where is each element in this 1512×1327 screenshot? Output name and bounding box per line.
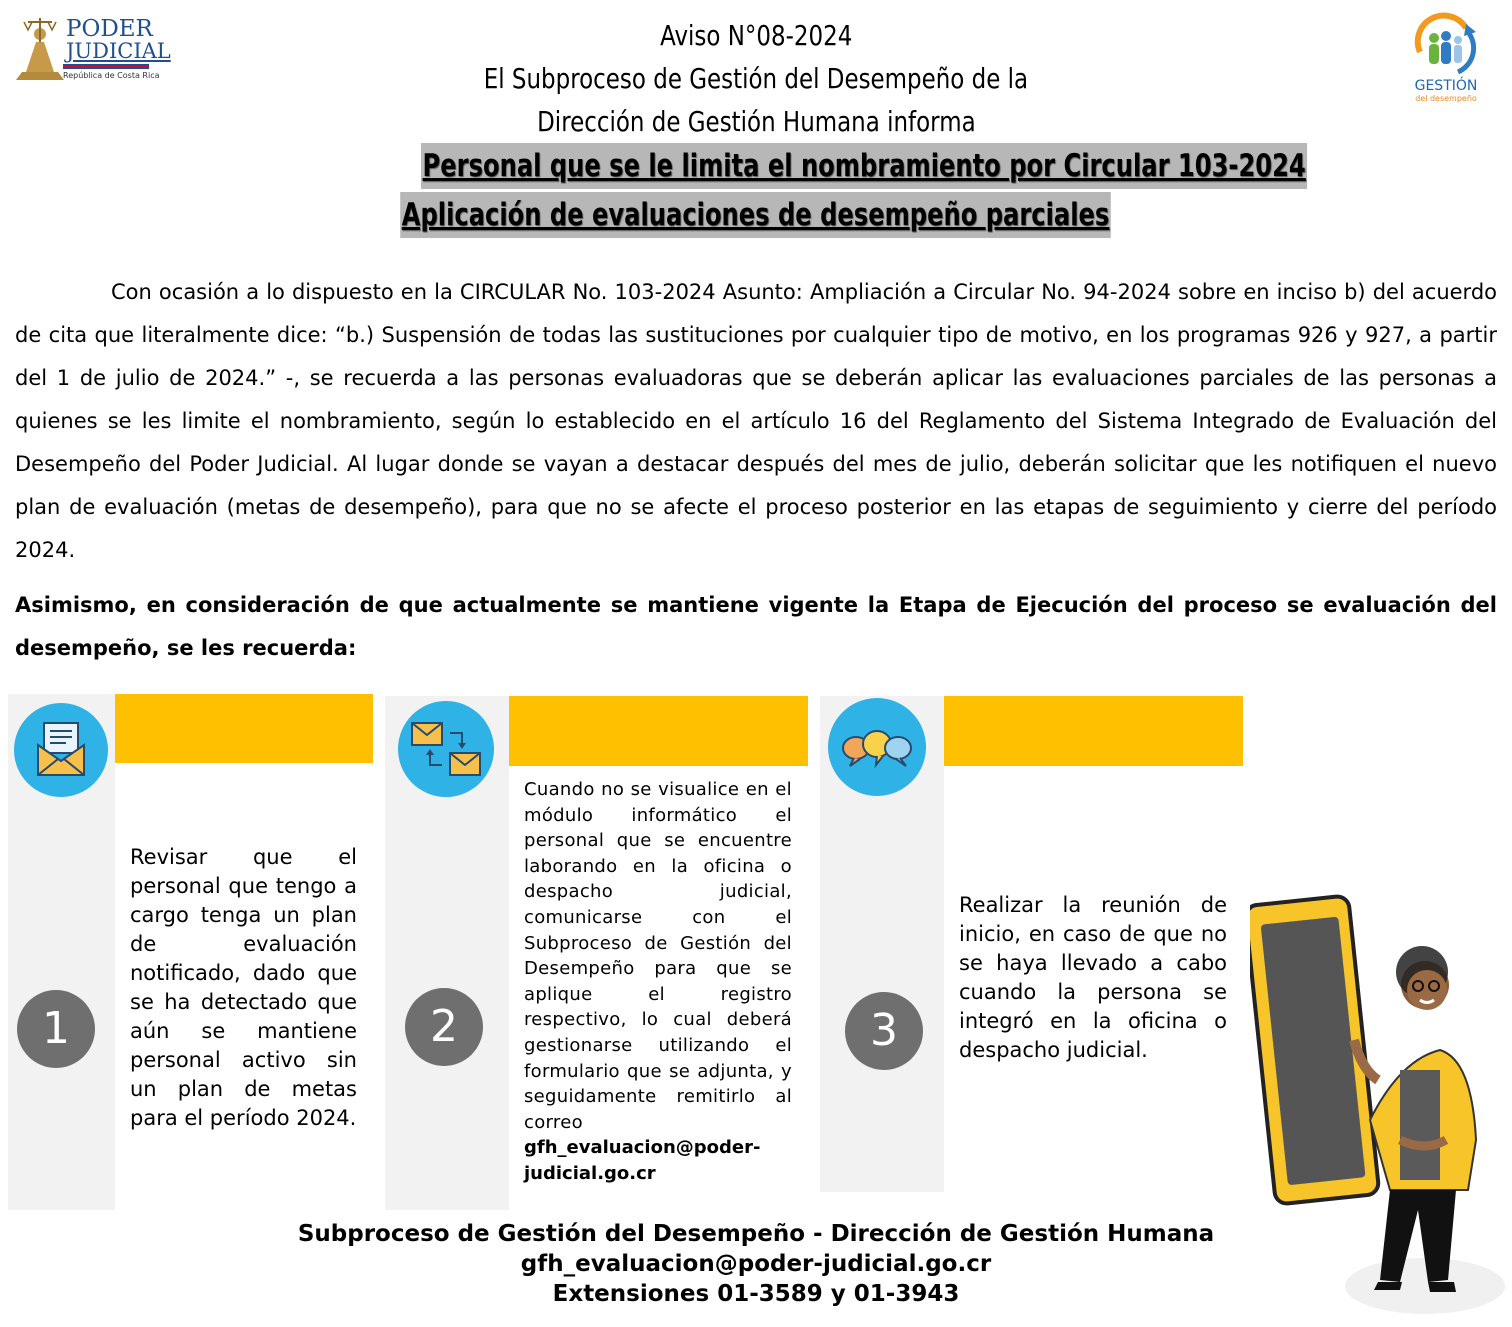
logo-text-poder: PODER: [66, 16, 153, 42]
step-2-bar: [509, 696, 808, 766]
step-2-text-block: [524, 777, 792, 1187]
people-ring-icon: [1406, 12, 1486, 82]
step-1-bar: [115, 694, 373, 763]
step-3-icon-circle: [828, 698, 926, 796]
flag-stripe: [63, 64, 149, 69]
footer-extensions: Extensiones 01-3589 y 01-3943: [552, 1281, 960, 1307]
step-2-text: Cuando no se visualice en el módulo informático el personal que se encuentre laborando en la oficina o despacho judicial, comunicarse con el Subproceso de Gestión del Desempeño para que se aplique el registro respectivo, lo cual deberá gestionarse utilizando el formulario que se adjunta, y seguidamente remitirlo al correo: [524, 779, 792, 1133]
step-2-email: gfh_evaluacion@poder-judicial.go.cr: [524, 1137, 761, 1184]
body-paragraph: Con ocasión a lo dispuesto en la CIRCULAR No. 103-2024 Asunto: Ampliación a Circular No. 94-2024 sobre en inciso b) del acuerdo de cita que literalmente dice: “b.) Suspensión de todas las sustituciones por cualquier tipo de motivo, en los programas 926 y 927, a partir del 1 de julio de 2024.” -, se recuerda a las personas evaluadoras que se deberán aplicar las evaluaciones parciales de las personas a quienes se les limite el nombramiento, según lo establecido en el artículo 16 del Reglamento del Sistema Integrado de Evaluación del Desempeño del Poder Judicial. Al lugar donde se vayan a destacar después del mes de julio, deberán solicitar que les notifiquen el nuevo plan de evaluación (metas de desempeño), para que no se afecte el proceso posterior en las etapas de seguimiento y cierre del período 2024.: [15, 280, 1497, 562]
step-3-text: Realizar la reunión de inicio, en caso de que no se haya llevado a cabo cuando la persona se integró en la oficina o despacho judicial.: [959, 893, 1227, 1062]
logo-subtitle: República de Costa Rica: [63, 71, 160, 80]
woman-tablet-illustration: [1250, 890, 1510, 1323]
title-line-2: Aplicación de evaluaciones de desempeño parciales: [296, 192, 1216, 238]
step-1-icon-circle: [14, 703, 108, 797]
footer-email[interactable]: gfh_evaluacion@poder-judicial.go.cr: [520, 1251, 992, 1277]
justice-statue-icon: [14, 12, 66, 84]
header-line-3: Dirección de Gestión Humana informa: [536, 105, 976, 138]
logo-text-judicial: JUDICIAL: [66, 39, 171, 63]
header-line-2: El Subproceso de Gestión del Desempeño de la: [483, 62, 1029, 95]
body-bold-paragraph: Asimismo, en consideración de que actualmente se mantiene vigente la Etapa de Ejecución del proceso se evaluación del desempeño, se les recuerda:: [15, 593, 1497, 660]
aviso-number: Aviso N°08-2024: [659, 19, 853, 52]
step-3-bar: [944, 696, 1243, 766]
title-line-1: Personal que se le limita el nombramiento por Circular 103-2024: [296, 143, 1216, 189]
step-2-number: 2: [405, 988, 483, 1066]
speech-bubbles-icon: [828, 698, 926, 796]
envelope-letter-icon: [14, 703, 108, 797]
presenter-icon: [1250, 890, 1510, 1323]
footer-line-1: Subproceso de Gestión del Desempeño - Dirección de Gestión Humana: [297, 1221, 1215, 1247]
step-3-number: 3: [845, 992, 923, 1070]
step-1-number: 1: [17, 990, 95, 1068]
logo-text-gestion: GESTIÓN: [1414, 78, 1478, 94]
envelope-exchange-icon: [398, 701, 494, 797]
logo-text-desempeno: del desempeño: [1415, 94, 1477, 103]
step-1-text: Revisar que el personal que tengo a cargo tenga un plan de evaluación notificado, dado que se ha detectado que aún se mantiene personal activo sin un plan de metas para el período 2024.: [130, 845, 357, 1130]
step-2-icon-circle: [398, 701, 494, 797]
